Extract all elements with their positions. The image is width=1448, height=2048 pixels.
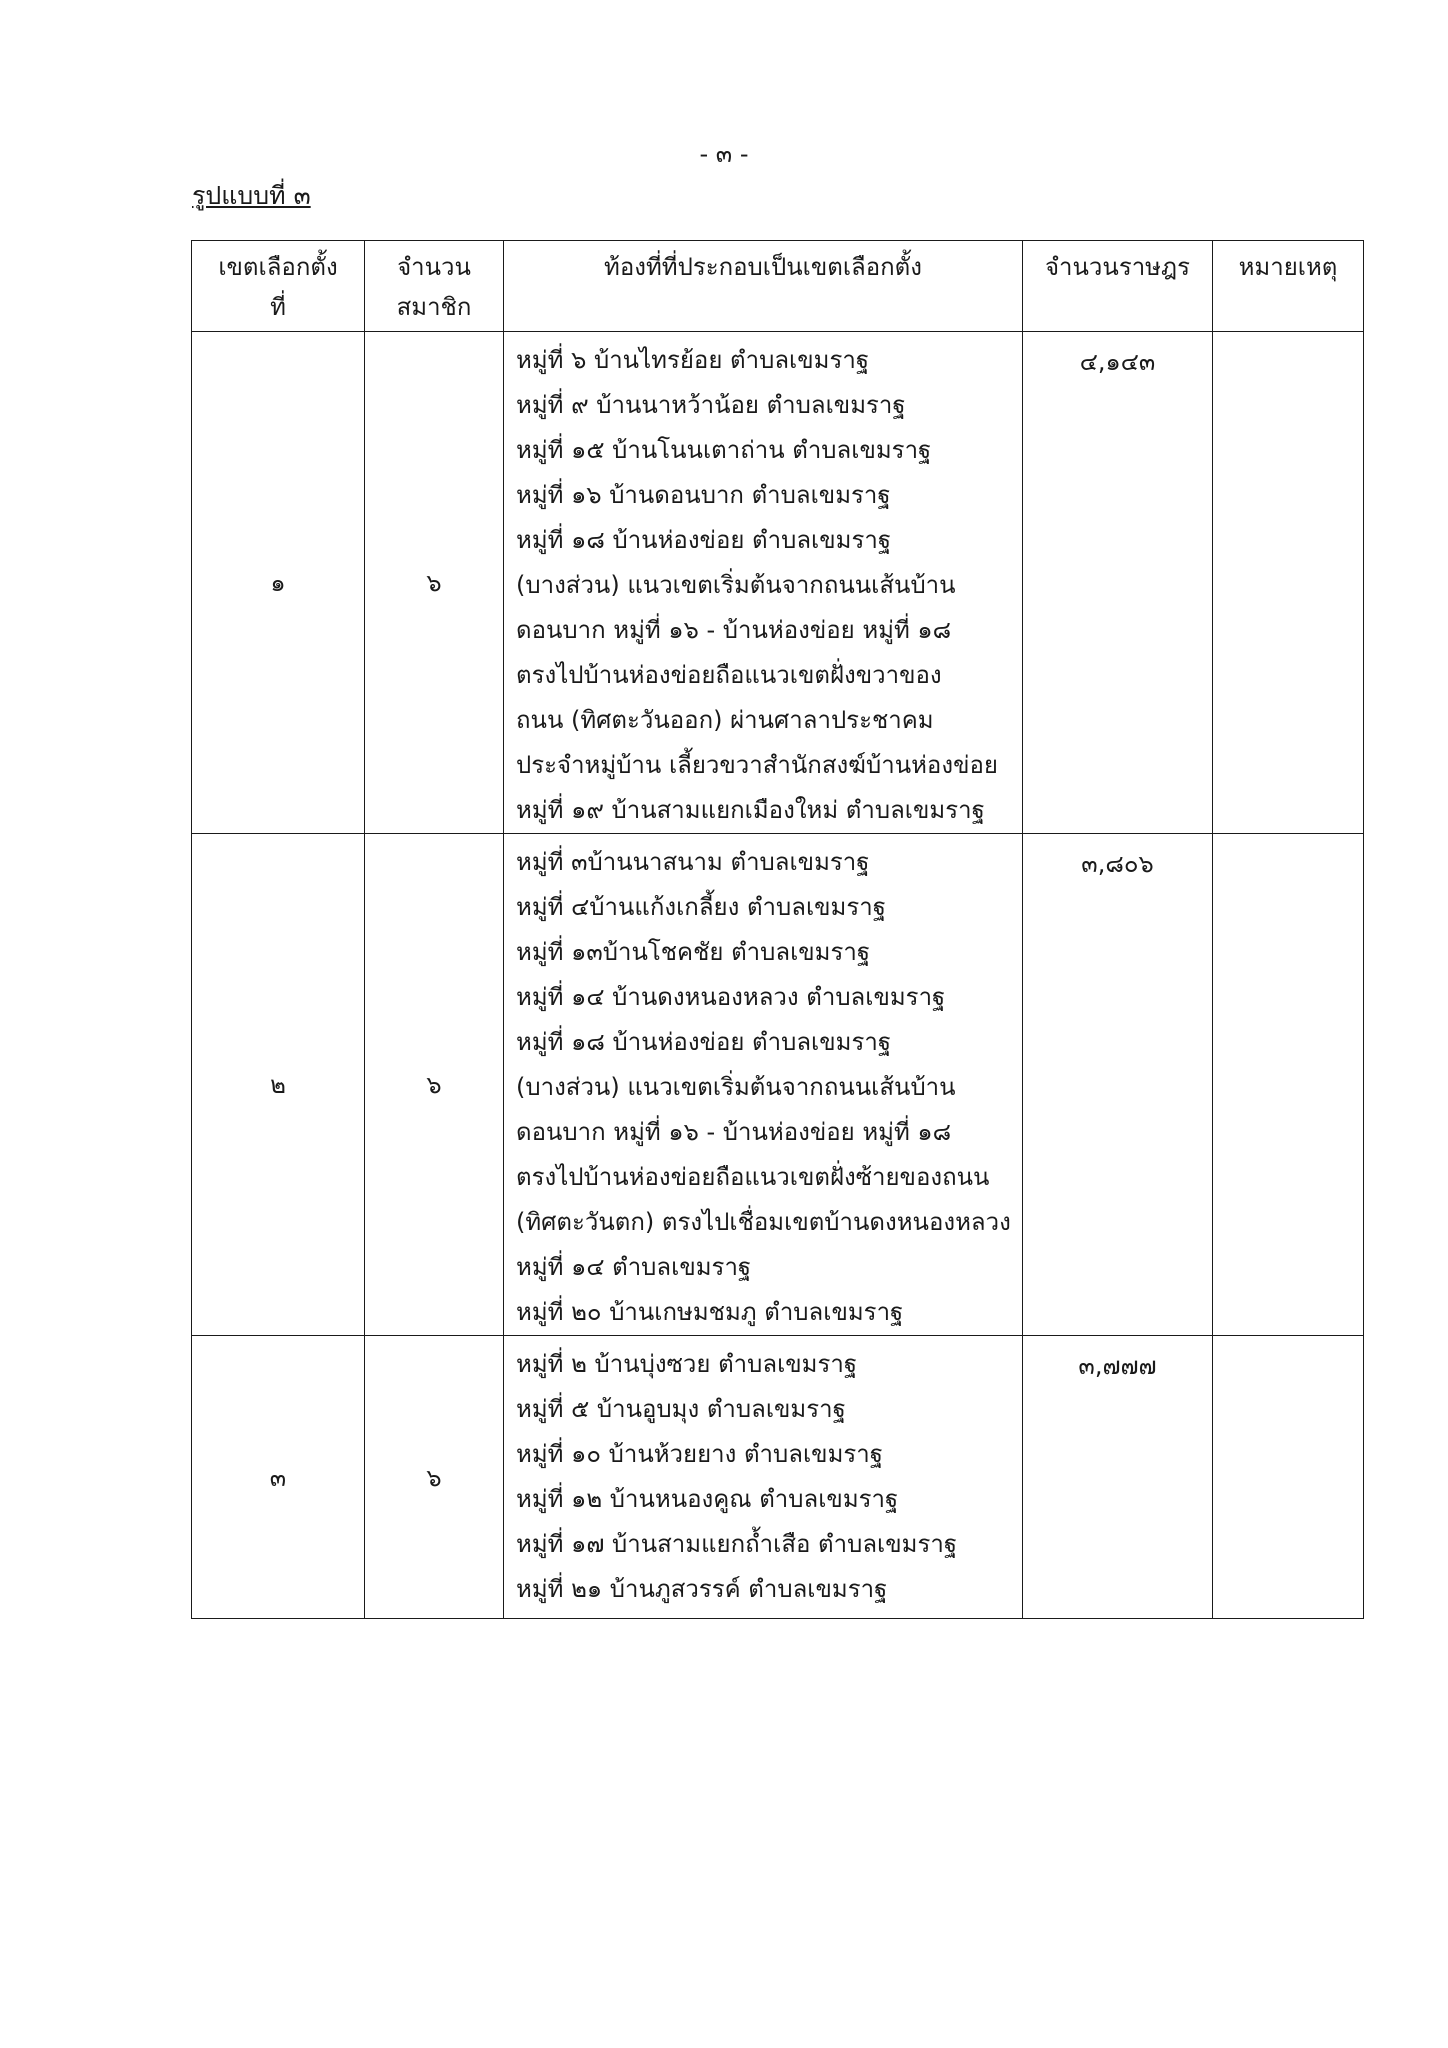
area-line: ดอนบาก หมู่ที่ ๑๖ - บ้านห่องข่อย หมู่ที่ ๑๘ — [516, 616, 952, 644]
area-line: หมู่ที่ ๑๙ บ้านสามแยกเมืองใหม่ ตำบลเขมราฐ — [516, 796, 985, 824]
header-members — [365, 241, 504, 332]
note-cell — [1213, 332, 1364, 834]
area-description — [504, 332, 1023, 834]
population-count: ๔,๑๔๓ — [1023, 332, 1213, 834]
area-line: ประจำหมู่บ้าน เลี้ยวขวาสำนักสงฆ์บ้านห่องข่อย — [516, 751, 998, 779]
area-line: หมู่ที่ ๑๔ ตำบลเขมราฐ — [516, 1253, 752, 1281]
header-population: จำนวนราษฎร — [1023, 241, 1213, 332]
table-header-row — [192, 241, 1364, 332]
header-area: ท้องที่ที่ประกอบเป็นเขตเลือกตั้ง — [504, 241, 1023, 332]
member-count: ๖ — [365, 834, 504, 1336]
header-district — [192, 241, 365, 332]
area-line: หมู่ที่ ๕ บ้านอูบมุง ตำบลเขมราฐ — [516, 1395, 846, 1423]
note-cell — [1213, 1336, 1364, 1619]
area-line: หมู่ที่ ๑๕ บ้านโนนเตาถ่าน ตำบลเขมราฐ — [516, 436, 932, 464]
page-number: - ๓ - — [699, 140, 749, 168]
population-count: ๓,๗๗๗ — [1023, 1336, 1213, 1619]
area-line: (บางส่วน) แนวเขตเริ่มต้นจากถนนเส้นบ้าน — [516, 1073, 956, 1101]
area-line: หมู่ที่ ๑๘ บ้านห่องข่อย ตำบลเขมราฐ — [516, 1028, 892, 1056]
area-line: หมู่ที่ ๑๔ บ้านดงหนองหลวง ตำบลเขมราฐ — [516, 983, 946, 1011]
area-line: หมู่ที่ ๒๑ บ้านภูสวรรค์ ตำบลเขมราฐ — [516, 1575, 888, 1603]
area-line: หมู่ที่ ๒ บ้านบุ่งซวย ตำบลเขมราฐ — [516, 1350, 858, 1378]
table-row — [192, 332, 1364, 834]
header-district-line-2: ที่ — [270, 293, 286, 321]
area-line: ถนน (ทิศตะวันออก) ผ่านศาลาประชาคม — [516, 706, 934, 734]
area-line: หมู่ที่ ๒๐ บ้านเกษมชมภู ตำบลเขมราฐ — [516, 1298, 904, 1326]
member-count: ๖ — [365, 1336, 504, 1619]
district-number: ๒ — [192, 834, 365, 1336]
area-line: (ทิศตะวันตก) ตรงไปเชื่อมเขตบ้านดงหนองหลวง — [516, 1208, 1011, 1236]
area-line: ดอนบาก หมู่ที่ ๑๖ - บ้านห่องข่อย หมู่ที่ ๑๘ — [516, 1118, 952, 1146]
area-line: หมู่ที่ ๔บ้านแก้งเกลี้ยง ตำบลเขมราฐ — [516, 893, 886, 921]
population-count: ๓,๘๐๖ — [1023, 834, 1213, 1336]
area-line: หมู่ที่ ๙ บ้านนาหว้าน้อย ตำบลเขมราฐ — [516, 391, 906, 419]
form-title: รูปแบบที่ ๓ — [192, 181, 311, 210]
note-cell — [1213, 834, 1364, 1336]
area-line: หมู่ที่ ๑๒ บ้านหนองคูณ ตำบลเขมราฐ — [516, 1485, 899, 1513]
header-note: หมายเหตุ — [1213, 241, 1364, 332]
area-description — [504, 834, 1023, 1336]
electoral-district-table — [191, 240, 1364, 1619]
area-line: หมู่ที่ ๑๐ บ้านห้วยยาง ตำบลเขมราฐ — [516, 1440, 884, 1468]
table-row — [192, 1336, 1364, 1619]
area-line: หมู่ที่ ๑๖ บ้านดอนบาก ตำบลเขมราฐ — [516, 481, 891, 509]
area-line: หมู่ที่ ๑๗ บ้านสามแยกถ้ำเสือ ตำบลเขมราฐ — [516, 1530, 958, 1558]
table-row — [192, 834, 1364, 1336]
area-line: (บางส่วน) แนวเขตเริ่มต้นจากถนนเส้นบ้าน — [516, 571, 956, 599]
area-line: หมู่ที่ ๑๓บ้านโชคชัย ตำบลเขมราฐ — [516, 938, 871, 966]
area-line: หมู่ที่ ๓บ้านนาสนาม ตำบลเขมราฐ — [516, 848, 870, 876]
area-description — [504, 1336, 1023, 1619]
district-number: ๓ — [192, 1336, 365, 1619]
area-line: หมู่ที่ ๑๘ บ้านห่องข่อย ตำบลเขมราฐ — [516, 526, 892, 554]
district-number: ๑ — [192, 332, 365, 834]
member-count: ๖ — [365, 332, 504, 834]
header-members-line-2: สมาชิก — [396, 293, 472, 321]
area-line: หมู่ที่ ๖ บ้านไทรย้อย ตำบลเขมราฐ — [516, 346, 870, 374]
header-members-line-1: จำนวน — [397, 253, 471, 281]
header-district-line-1: เขตเลือกตั้ง — [218, 253, 338, 281]
area-line: ตรงไปบ้านห่องข่อยถือแนวเขตฝั่งขวาของ — [516, 661, 942, 689]
area-line: ตรงไปบ้านห่องข่อยถือแนวเขตฝั่งซ้ายของถนน — [516, 1163, 990, 1191]
